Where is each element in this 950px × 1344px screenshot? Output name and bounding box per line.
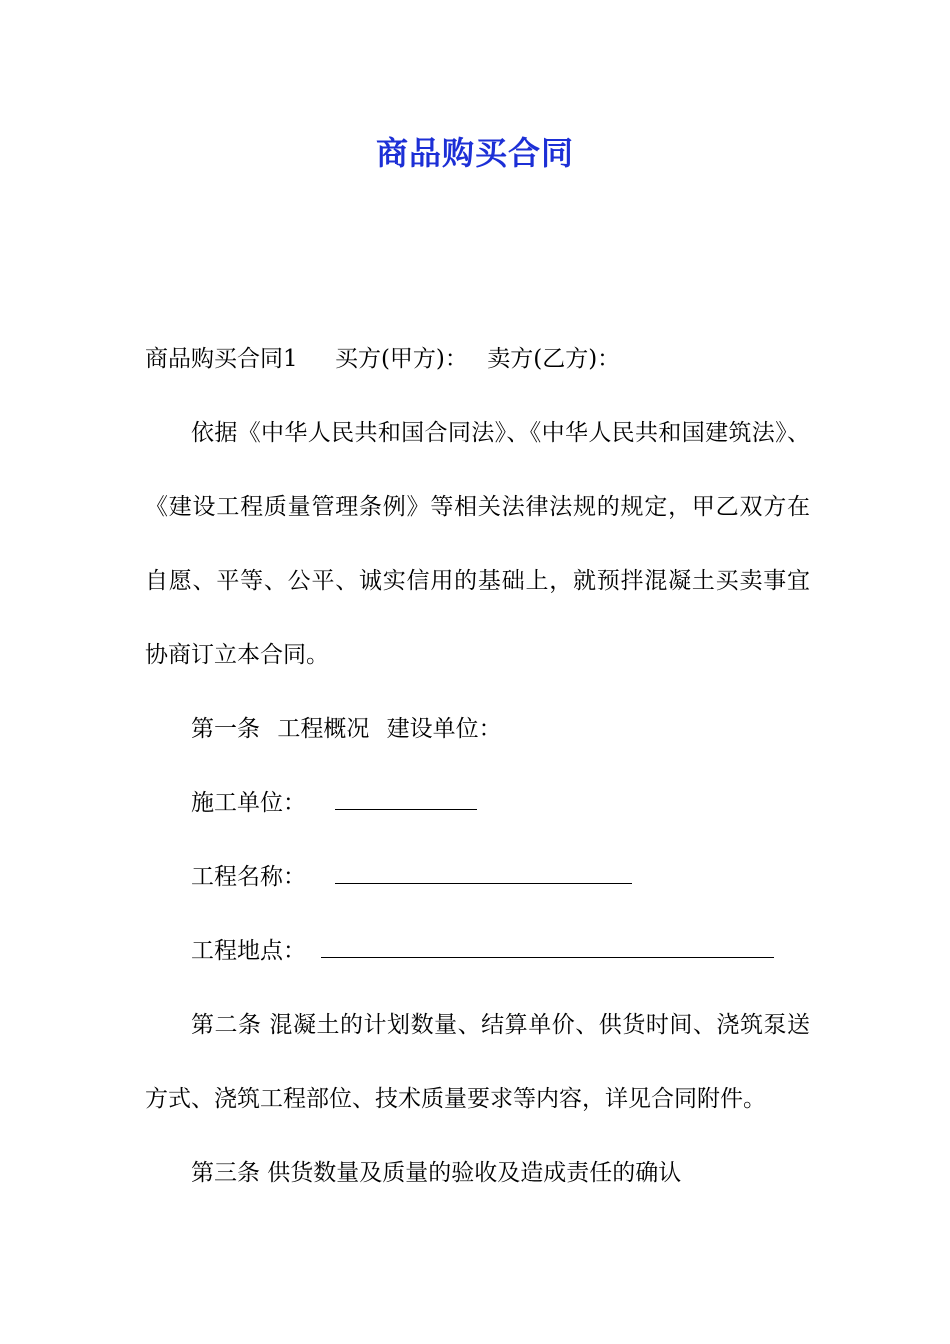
buyer-label: 买方(甲方)：: [334, 346, 468, 372]
construction-unit-blank[interactable]: [335, 789, 477, 810]
article-1: [191, 692, 502, 766]
article-3: 第三条 供货数量及质量的验收及造成责任的确认: [191, 1160, 682, 1186]
field-project-location: [191, 914, 774, 988]
intro-line: [145, 322, 810, 396]
contract-heading: 商品购买合同1: [145, 346, 298, 372]
article-1-number: 第一条: [191, 716, 260, 742]
project-location-blank[interactable]: [321, 937, 774, 958]
paragraph-legal-basis: 依据《中华人民共和国合同法》、《中华人民共和国建筑法》、《建设工程质量管理条例》等相关法律法规的规定，甲乙双方在自愿、平等、公平、诚实信用的基础上，就预拌混凝土买卖事宜协商订立本合同。: [145, 420, 810, 668]
project-location-label: 工程地点：: [191, 938, 306, 964]
project-name-label: 工程名称：: [191, 864, 306, 890]
construction-unit-label: 施工单位：: [191, 790, 306, 816]
article-1-field: 建设单位：: [386, 716, 502, 742]
seller-label: 卖方(乙方)：: [487, 346, 621, 372]
field-construction-unit: [191, 766, 477, 840]
article-2: 第二条 混凝土的计划数量、结算单价、供货时间、浇筑泵送方式、浇筑工程部位、技术质量要求等内容，详见合同附件。: [145, 1012, 810, 1112]
document-title: 商品购买合同: [375, 134, 574, 172]
article-1-name: 工程概况: [277, 716, 370, 742]
project-name-blank[interactable]: [335, 863, 632, 884]
field-project-name: [191, 840, 632, 914]
